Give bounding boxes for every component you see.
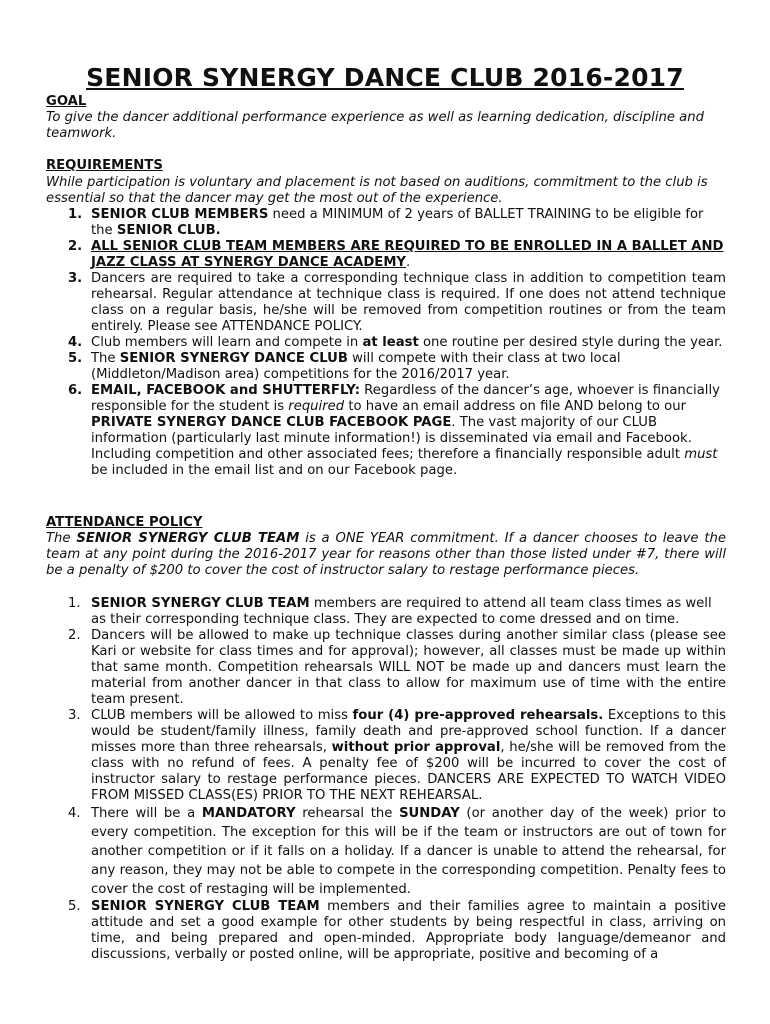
list-item xyxy=(46,804,726,899)
item-number: 3. xyxy=(68,271,83,286)
bold-text: without prior approval xyxy=(331,740,501,755)
italic-text: must xyxy=(684,447,718,462)
item-text: CLUB members will be allowed to miss xyxy=(91,708,353,723)
item-number: 4. xyxy=(68,335,83,350)
document-title: SENIOR SYNERGY DANCE CLUB 2016-2017 xyxy=(86,63,684,92)
list-item xyxy=(46,383,726,479)
attendance-heading: ATTENDANCE POLICY xyxy=(46,515,203,530)
item-text: Exceptions to this would be student/family illness, family death and pre-approved school function. If a dancer misses more than three rehearsals, xyxy=(91,708,726,755)
list-item xyxy=(46,596,726,628)
item-text: to have an email address on file AND belong to our xyxy=(344,399,687,414)
item-text: need a MINIMUM of 2 years of BALLET TRAINING to be eligible for the xyxy=(91,207,704,238)
requirements-heading: REQUIREMENTS xyxy=(46,158,163,173)
item-number: 6. xyxy=(68,383,83,398)
bold-text: PRIVATE SYNERGY DANCE CLUB FACEBOOK PAGE xyxy=(91,415,452,430)
bold-text: SENIOR CLUB. xyxy=(116,223,221,238)
item-text: . xyxy=(406,255,411,270)
bold-text: SENIOR SYNERGY CLUB TEAM xyxy=(91,899,320,914)
item-text: There will be a xyxy=(91,806,202,821)
bold-text: EMAIL, FACEBOOK and SHUTTERFLY: xyxy=(91,383,360,398)
bold-text: MANDATORY xyxy=(201,806,296,821)
item-number: 5. xyxy=(68,351,83,366)
goal-heading: GOAL xyxy=(46,94,87,109)
requirements-list xyxy=(46,207,726,479)
attendance-list xyxy=(46,596,726,963)
item-text: The xyxy=(91,351,120,366)
item-number: 5. xyxy=(68,899,81,914)
list-item xyxy=(46,899,726,963)
list-item xyxy=(46,207,726,239)
list-item xyxy=(46,335,726,351)
attendance-intro xyxy=(46,531,726,579)
item-text: Dancers will be allowed to make up technique classes during another similar class (please see Kari or website for class times and for approval); however, all classes must be made up within that same month. Competition rehearsals WILL NOT be made up and dancers must learn the material from another dancer in that class to allow for maximum use of time with the entire team present. xyxy=(91,628,726,707)
item-text: be included in the email list and on our Facebook page. xyxy=(91,463,458,478)
list-item xyxy=(46,271,726,335)
bold-underlined-text: ALL SENIOR CLUB TEAM MEMBERS ARE REQUIRED TO BE ENROLLED IN A BALLET AND JAZZ CLASS AT SYNERGY DANCE ACADEMY xyxy=(91,239,724,270)
item-number: 2. xyxy=(68,239,83,254)
item-number: 2. xyxy=(68,628,81,643)
goal-text: To give the dancer additional performance experience as well as learning dedication, discipline and teamwork. xyxy=(46,110,704,141)
item-text: . The vast majority of our CLUB information (particularly last minute information!) is disseminated via email and Facebook. Including competition and other associated fees; therefore a financially responsible adult xyxy=(91,415,692,462)
item-text: members and their families agree to maintain a positive attitude and set a good example for other students by being respectful in class, arriving on time, and being prepared and open-minded. Appropriate body language/demeanor and discussions, verbally or posted online, will be appropriate, positive and becoming of a xyxy=(91,899,727,962)
bold-text: at least xyxy=(362,335,419,350)
item-number: 4. xyxy=(68,806,81,821)
bold-text: SUNDAY xyxy=(399,806,460,821)
intro-text: is a ONE YEAR commitment. If a dancer chooses to leave the team at any point during the 2016-2017 year for reasons other than those listed under #7, there will be a penalty of $200 to cover the cost of instructor salary to restage performance pieces. xyxy=(46,531,726,578)
item-number: 1. xyxy=(68,207,83,222)
bold-text: SENIOR SYNERGY DANCE CLUB xyxy=(119,351,348,366)
bold-text: four (4) pre-approved rehearsals. xyxy=(352,708,604,723)
list-item xyxy=(46,708,726,804)
item-text: , he/she will be removed from the class with no refund of fees. A penalty fee of $200 will be incurred to cover the cost of instructor salary to restage performance pieces. DANCERS ARE EXPECTED TO WATCH VIDEO FROM MISSED CLASS(ES) PRIOR TO THE NEXT REHEARSAL. xyxy=(91,740,726,803)
bold-text: SENIOR SYNERGY CLUB TEAM xyxy=(76,531,300,546)
list-item xyxy=(46,239,726,271)
item-text: rehearsal the xyxy=(295,806,400,821)
item-text: will compete with their class at two local (Middleton/Madison area) competitions for the 2016/2017 year. xyxy=(91,351,621,382)
intro-text: The xyxy=(46,531,77,546)
item-text: Dancers are required to take a corresponding technique class in addition to competition team rehearsal. Regular attendance at technique class is required. If one does not attend technique class on a regular basis, he/she will be removed from competition routines or from the team entirely. Please see ATTENDANCE POLICY. xyxy=(91,271,726,334)
bold-text: SENIOR SYNERGY CLUB TEAM xyxy=(91,596,310,611)
item-text: Regardless of the dancer’s age, whoever is financially responsible for the student is xyxy=(91,383,720,414)
bold-text: SENIOR CLUB MEMBERS xyxy=(91,207,269,222)
item-text: (or another day of the week) prior to every competition. The exception for this will be if the team or instructors are out of town for another competition or if it falls on a holiday. If a dancer is unable to attend the rehearsal, for any reason, they may not be able to compete in the corresponding competition. Penalty fees to cover the cost of restaging will be implemented. xyxy=(91,806,726,897)
item-number: 1. xyxy=(68,596,81,611)
item-number: 3. xyxy=(68,708,81,723)
italic-text: required xyxy=(288,399,345,414)
item-text: one routine per desired style during the year. xyxy=(418,335,723,350)
list-item xyxy=(46,628,726,708)
item-text: members are required to attend all team class times as well as their corresponding technique class. They are expected to come dressed and on time. xyxy=(91,596,712,627)
item-text: Club members will learn and compete in xyxy=(91,335,363,350)
requirements-intro: While participation is voluntary and placement is not based on auditions, commitment to the club is essential so that the dancer may get the most out of the experience. xyxy=(46,175,708,206)
list-item xyxy=(46,351,726,383)
